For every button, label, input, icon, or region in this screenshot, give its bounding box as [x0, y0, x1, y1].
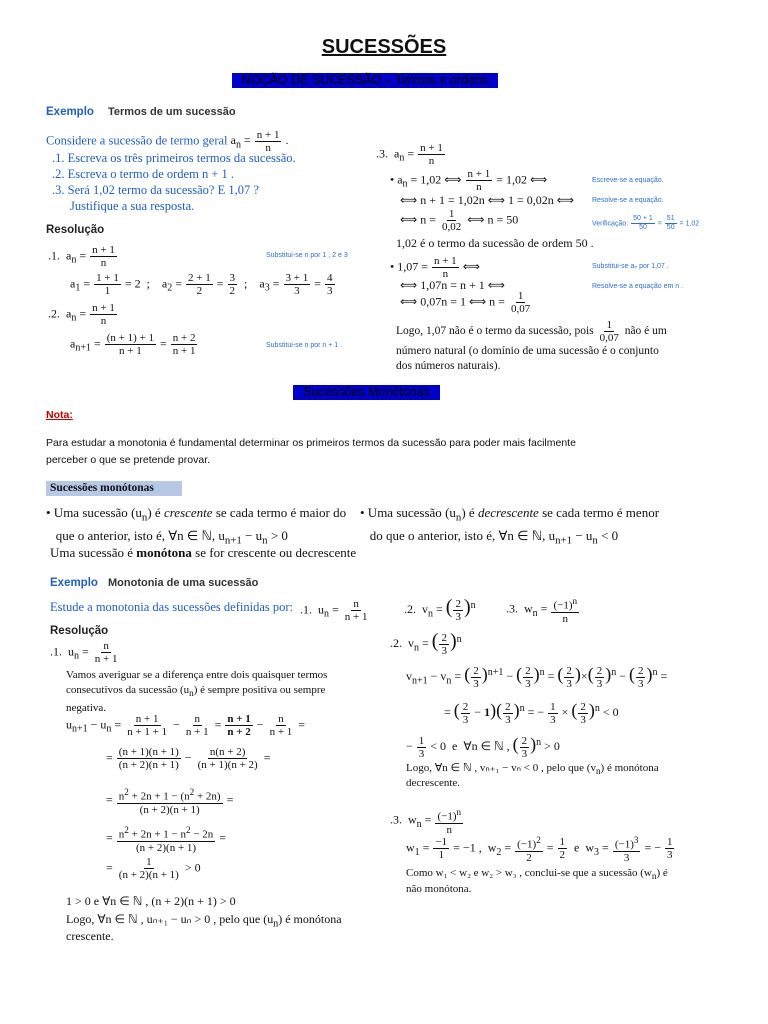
page-title: SUCESSÕES: [321, 36, 447, 58]
example-subtitle: Termos de um sucessão: [108, 106, 236, 118]
example2-subtitle: Monotonia de uma sucessão: [108, 577, 259, 589]
ex2-v-concl-1: Logo, ∀n ∈ ℕ , vₙ₊₁ − vₙ < 0 , pelo que $(v_n)$ é monótona: [406, 762, 659, 777]
ex2-v-concl-2: decrescente.: [406, 777, 461, 789]
ex2-diff-1: $u_{n+1} - u_n$ = $\frac{n + 1}{n + 1 + 1}$ − $\frac{n}{n + 1}$ = $\frac{n + 1}{n + 2}$ − $\frac{n}{n + 1}$ =: [66, 713, 306, 738]
eq-107-c: ⟺ 0,07n = 1 ⟺ n = $\frac{1}{0,07}$: [400, 290, 531, 315]
note-resolve-1: Resolve-se a equação.: [592, 197, 664, 204]
res-step-1: .1. $a_n$ = $\frac{n + 1}{n}$: [48, 244, 115, 269]
def-decrescente: • Uma sucessão $(u_n)$ é decrescente se cada termo é menor do que o anterior, isto é, ∀n ∈ ℕ, $u_{n+1} - u_n < 0$: [360, 505, 660, 547]
ex2-res-1: .1. $u_n$ = $\frac{n}{n + 1}$: [50, 640, 118, 665]
def-monotona: Uma sucessão é monótona se for crescente ou decrescente: [50, 545, 357, 560]
note-substitui-107: Substitui-se aₙ por 1,07 .: [592, 263, 669, 270]
ex2-item-3: .3. $w_n$ = $\frac{(-1)^n}{n}$: [506, 596, 578, 625]
res-step-2: .2. $a_n$ = $\frac{n + 1}{n}$: [48, 302, 115, 327]
note-resolve-2: Resolve-se a equação em n .: [592, 283, 684, 290]
note-substitui-n1: Substitui-se n por n + 1 .: [266, 342, 343, 349]
example-label: Exemplo: [46, 106, 94, 118]
example-item-3: .3. Será 1,02 termo da sucessão? E 1,07 ?: [52, 183, 259, 197]
ex2-item-2: .2. $v_n$ = ( $\frac{2}{3}$ )$^n$: [404, 596, 476, 623]
ex2-diff-3: = $\frac{n^2 + 2n + 1 - (n^2 + 2n)}{(n + 2)(n + 1)}$ =: [106, 787, 234, 816]
ex2-v-concl-0: − $\frac{1}{3}$ < 0 e ∀n ∈ ℕ , ( $\frac{2}{3}$ )$^n$ > 0: [406, 734, 560, 760]
ex2-w-terms: $w_1$ = $\frac{-1}{1}$ = −1 , $w_2$ = $\frac{(-1)^2}{2}$ = $\frac{1}{2}$ e $w_3$ = $\frac{(-1)^3}{3}$ = − $\frac{1}{3}$: [406, 835, 673, 864]
ex2-item-1: .1. $u_n$ = $\frac{n}{n + 1}$: [300, 598, 368, 623]
example2-intro: Estude a monotonia das sucessões definidas por:: [50, 600, 294, 614]
ex2-left-concl-2: Logo, ∀n ∈ ℕ , uₙ₊₁ − uₙ > 0 , pelo que $(u_n)$ é monótona: [66, 912, 342, 930]
note-escreve-equacao: Escreve-se a equação.: [592, 177, 664, 184]
def-crescente: • Uma sucessão $(u_n)$ é crescente se cada termo é maior do que o anterior, isto é, ∀n ∈ ℕ, $u_{n+1} - u_n > 0$: [46, 505, 347, 547]
note-substitui-123: Substitui-se n por 1 , 2 e 3: [266, 252, 348, 259]
resolucao2-label: Resolução: [50, 625, 109, 637]
nota-label: Nota:: [46, 409, 73, 421]
ex2-res-3: .3. $w_n$ = $\frac{(-1)^n}{n}$: [390, 807, 462, 836]
eq-107-a: • 1,07 = $\frac{n + 1}{n}$ ⟺: [390, 255, 480, 280]
eq-107-b: ⟺ 1,07n = n + 1 ⟺: [400, 278, 505, 292]
ex2-left-concl-1: 1 > 0 e ∀n ∈ ℕ , (n + 2)(n + 1) > 0: [66, 894, 236, 908]
example2-label: Exemplo: [50, 577, 98, 589]
eq-102-c: ⟺ n = $\frac{1}{0,02}$ ⟺ n = 50: [400, 208, 519, 233]
conclusion-107: Logo, 1,07 não é o termo da sucessão, pois $\frac{1}{0,07}$ não é um número natural (o domínio de uma sucessão é o conjunto dos números naturais).: [396, 319, 667, 372]
example-intro: Considere a sucessão de termo geral $a_n$ = $\frac{n + 1}{n}$ .: [46, 129, 289, 154]
ex2-diff-5: = $\frac{1}{(n + 2)(n + 1)}$ > 0: [106, 856, 201, 881]
example-item-3b: Justifique a sua resposta.: [70, 199, 195, 213]
ex2-res-2: .2. $v_n$ = ( $\frac{2}{3}$ )$^n$: [390, 630, 462, 657]
res-term-n1: $a_{n+1}$ = $\frac{(n + 1) + 1}{n + 1}$ = $\frac{n + 2}{n + 1}$: [70, 332, 196, 357]
resolucao-label: Resolução: [46, 224, 105, 236]
ex2-w-concl-2: não monótona.: [406, 883, 472, 895]
eq-102-b: ⟺ n + 1 = 1,02n ⟺ 1 = 0,02n ⟺: [400, 193, 574, 207]
section-bar-nocao: NOÇÃO DE SUCESSÃO – Termos e ordens: [232, 73, 498, 88]
ex2-left-concl-3: crescente.: [66, 929, 114, 943]
ex2-left-text: Vamos averiguar se a diferença entre dois quaisquer termos consecutivos da sucessão $(u_n)$ é sempre positiva ou sempre negativa.: [66, 669, 328, 715]
ex2-v-diff-1: $v_{n+1} - v_n$ = ( $\frac{2}{3}$ )$^{n+1}$ − ( $\frac{2}{3}$ )$^n$ = ( $\frac{2}{3}$ )×( $\frac{2}{3}$ )$^n$ − ( $\frac{2}{3}$ )$^n$ =: [406, 664, 668, 690]
nota-text-1: Para estudar a monotonia é fundamental determinar os primeiros termos da sucessão para poder mais facilmente: [46, 437, 576, 449]
note-verificacao: Verificação: $\frac{50 + 1}{50}$ = $\frac{51}{50}$ = 1,02: [592, 215, 700, 231]
ex2-diff-2: = $\frac{(n + 1)(n + 1)}{(n + 2)(n + 1)}$ − $\frac{n(n + 2)}{(n + 1)(n + 2)}$ =: [106, 746, 271, 771]
eq-102-a: • $a_n = 1,02$ ⟺ $\frac{n + 1}{n}$ = 1,02 ⟺: [390, 168, 548, 193]
example-item-2: .2. Escreva o termo de ordem n + 1 .: [52, 167, 234, 181]
ex2-w-concl-1: Como w₁ < w₂ e w₂ > w₃ , conclui-se que a sucessão $(w_n)$ é: [406, 867, 668, 882]
res-step-3: .3. $a_n$ = $\frac{n + 1}{n}$: [376, 142, 443, 167]
ex2-v-diff-2: = ( $\frac{2}{3}$ − 1)( $\frac{2}{3}$ )$^n$ = − $\frac{1}{3}$ × ( $\frac{2}{3}$ )$^n$ < 0: [444, 700, 619, 726]
example-item-1: .1. Escreva os três primeiros termos da sucessão.: [52, 151, 296, 165]
nota-text-2: perceber o que se pretende provar.: [46, 454, 211, 466]
monotonas-box: Sucessões monótonas: [46, 481, 182, 496]
res-terms-123: $a_1$ = $\frac{1 + 1}{1}$ = 2 ; $a_2$ = $\frac{2 + 1}{2}$ = $\frac{3}{2}$ ; $a_3$ = $\frac{3 + 1}{3}$ = $\frac{4}{3}$: [70, 272, 333, 297]
section-bar-monotonas: Sucessões Monótonas: [293, 385, 440, 400]
ex2-diff-4: = $\frac{n^2 + 2n + 1 - n^2 - 2n}{(n + 2)(n + 1)}$ =: [106, 825, 227, 854]
conclusion-102: 1,02 é o termo da sucessão de ordem 50 .: [396, 236, 594, 250]
